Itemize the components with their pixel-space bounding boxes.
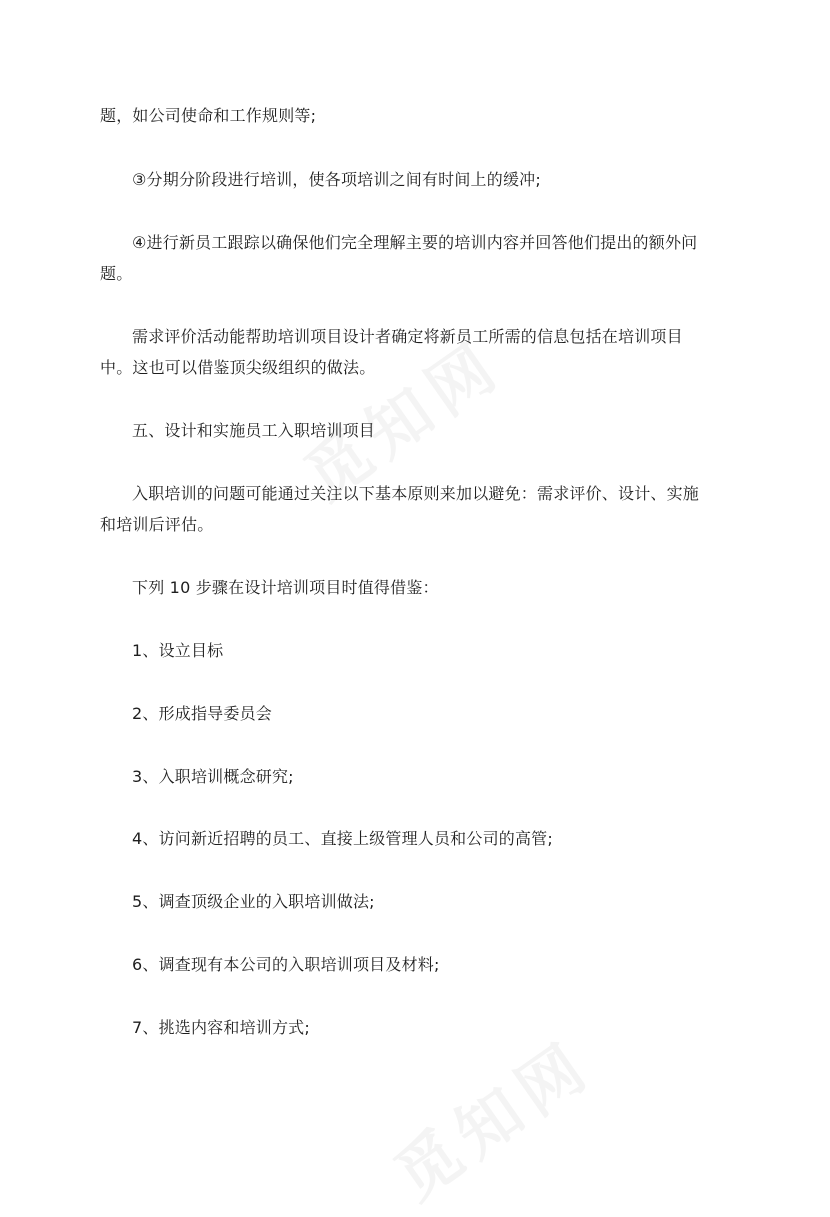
list-item: 7、挑选内容和培训方式; [132, 1018, 310, 1037]
paragraph-line: 和培训后评估。 [100, 515, 214, 534]
list-item: 1、设立目标 [132, 641, 224, 660]
paragraph-line: ③分期分阶段进行培训，使各项培训之间有时间上的缓冲; [132, 170, 541, 189]
paragraph-line: 中。这也可以借鉴顶尖级组织的做法。 [100, 358, 376, 377]
paragraph-line: ④进行新员工跟踪以确保他们完全理解主要的培训内容并回答他们提出的额外问 [132, 233, 698, 252]
list-item: 3、入职培训概念研究; [132, 767, 294, 786]
paragraph-line: 下列 10 步骤在设计培训项目时值得借鉴： [132, 578, 439, 597]
paragraph-line: 题，如公司使命和工作规则等; [100, 106, 317, 125]
paragraph-line: 入职培训的问题可能通过关注以下基本原则来加以避免：需求评价、设计、实施 [132, 484, 700, 503]
list-item: 5、调查顶级企业的入职培训做法; [132, 892, 375, 911]
list-item: 4、访问新近招聘的员工、直接上级管理人员和公司的高管; [132, 829, 553, 848]
watermark [374, 1015, 609, 1217]
list-item: 2、形成指导委员会 [132, 704, 272, 723]
section-heading: 五、设计和实施员工入职培训项目 [132, 421, 376, 440]
list-item: 6、调查现有本公司的入职培训项目及材料; [132, 955, 440, 974]
paragraph-line: 需求评价活动能帮助培训项目设计者确定将新员工所需的信息包括在培训项目 [132, 327, 683, 346]
paragraph-line: 题。 [100, 264, 133, 283]
